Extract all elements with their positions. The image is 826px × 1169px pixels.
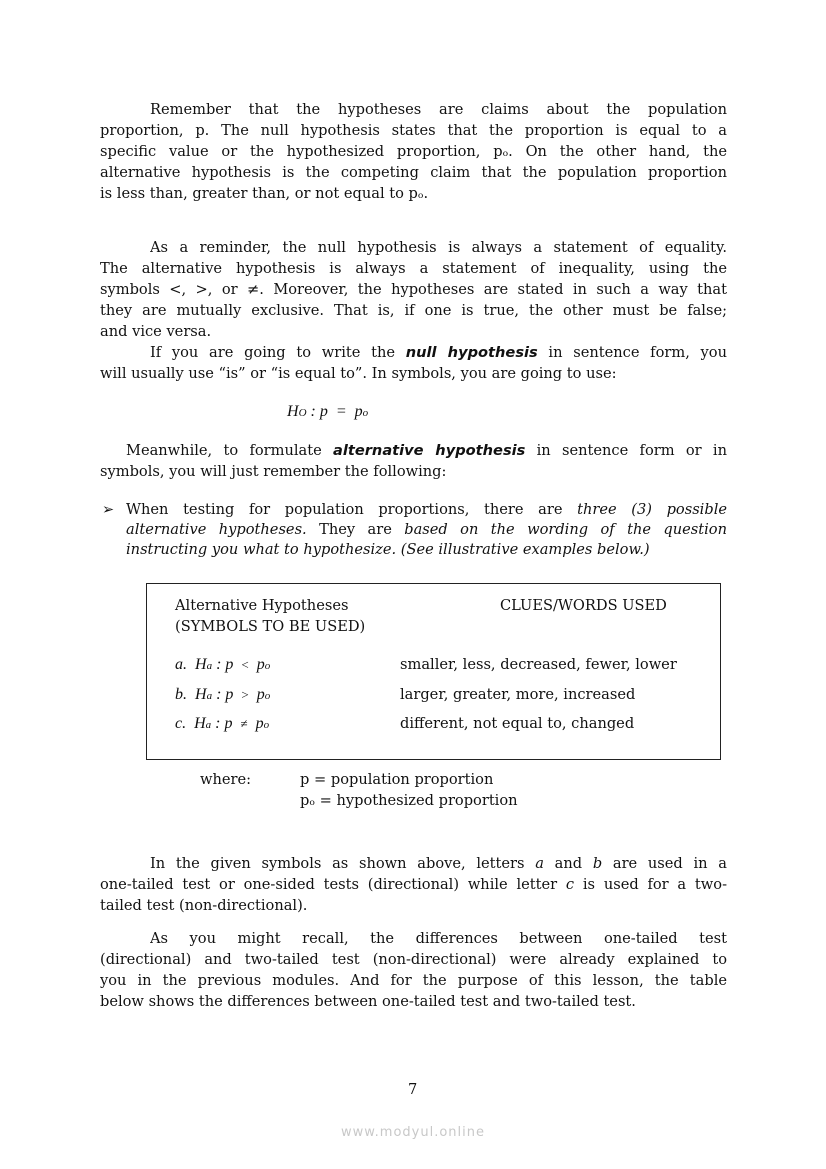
- emphasis-text: null hypothesis: [405, 344, 538, 361]
- italic-text: instructing you what to hypothesize. (See illustrative examples below.): [126, 541, 650, 558]
- text-segment: specific value or the hypothesized proportion, pₒ. On the other hand, the: [100, 143, 727, 160]
- text-line: [126, 520, 727, 540]
- text-line: [150, 929, 727, 949]
- text-line: [100, 950, 727, 970]
- italic-text: based on the wording of the question: [404, 521, 727, 538]
- text-line: [100, 184, 428, 204]
- text-segment: alternative hypothesis is the competing claim that the population proportion: [100, 164, 727, 181]
- text-segment: in sentence form or in: [525, 442, 727, 459]
- formula-sub: O: [298, 407, 307, 419]
- text-segment: will usually use “is” or “is equal to”. In symbols, you are going to use:: [100, 365, 617, 382]
- italic-text: alternative hypotheses.: [126, 521, 307, 538]
- row-clues: larger, greater, more, increased: [400, 685, 636, 703]
- text-segment: As you might recall, the differences between one-tailed test: [150, 930, 727, 947]
- text-line: [100, 142, 727, 162]
- text-line: [100, 875, 727, 895]
- text-segment: (directional) and two-tailed test (non-directional) were already explained to: [100, 951, 727, 968]
- text-segment: In the given symbols as shown above, letters: [150, 855, 536, 872]
- text-segment: is less than, greater than, or not equal to pₒ.: [100, 185, 429, 202]
- text-line: [100, 280, 727, 300]
- italic-text: c: [565, 876, 575, 893]
- text-segment: Remember that the hypotheses are claims about the population: [150, 101, 727, 118]
- text-line: [100, 896, 307, 916]
- text-segment: proportion, p. The null hypothesis states that the proportion is equal to a: [100, 122, 727, 139]
- text-segment: symbols <, >, or ≠. Moreover, the hypotheses are stated in such a way that: [100, 281, 727, 298]
- text-line: [100, 163, 727, 183]
- text-segment: symbols, you will just remember the following:: [100, 463, 447, 480]
- arrow-bullet-icon: ➢: [102, 501, 115, 518]
- text-line: [126, 441, 727, 461]
- alt-hypothesis-formula: c. Ha : p ≠ po: [175, 715, 270, 732]
- text-line: [100, 259, 727, 279]
- text-line: [100, 971, 727, 991]
- text-line: [126, 540, 650, 560]
- text-segment: and vice versa.: [100, 323, 212, 340]
- row-letter: c.: [175, 715, 187, 732]
- row-clues: different, not equal to, changed: [400, 715, 635, 732]
- italic-text: a: [535, 855, 544, 872]
- formula-h: H: [287, 403, 299, 420]
- text-line: [150, 854, 727, 874]
- text-segment: Meanwhile, to formulate: [126, 442, 334, 459]
- formula-sub2: o: [362, 407, 369, 419]
- po-definition: pₒ = hypothesized proportion: [300, 792, 518, 809]
- watermark: www.modyul.online: [340, 1125, 486, 1140]
- text-line: [100, 364, 617, 384]
- row-operator: ≠: [240, 716, 248, 731]
- text-line: [150, 343, 727, 363]
- row-operator: >: [241, 686, 249, 702]
- table-header-left: Alternative Hypotheses: [175, 597, 349, 614]
- text-segment: below shows the differences between one-tailed test and two-tailed test.: [100, 993, 636, 1010]
- text-segment: tailed test (non-directional).: [100, 897, 308, 914]
- text-line: [100, 462, 446, 482]
- formula-rest: : p = p: [310, 403, 363, 420]
- table-header-right: CLUES/WORDS USED: [500, 597, 667, 614]
- text-line: [100, 992, 636, 1012]
- table-header-left-sub: (SYMBOLS TO BE USED): [175, 618, 366, 635]
- text-segment: As a reminder, the null hypothesis is always a statement of equality.: [150, 239, 727, 256]
- where-label: where:: [200, 771, 252, 788]
- text-segment: They are: [306, 521, 405, 538]
- text-line: [100, 322, 211, 342]
- text-segment: one-tailed test or one-sided tests (directional) while letter: [100, 876, 566, 893]
- alt-hypothesis-formula: a. Ha : p < po: [175, 656, 271, 673]
- text-line: [100, 301, 727, 321]
- text-segment: The alternative hypothesis is always a statement of inequality, using the: [100, 260, 727, 277]
- row-letter: a.: [175, 656, 187, 673]
- text-segment: you in the previous modules. And for the purpose of this lesson, the table: [100, 972, 727, 989]
- text-line: [126, 500, 727, 520]
- text-line: [150, 100, 727, 120]
- null-hypothesis-formula: [287, 402, 368, 423]
- row-operator: <: [241, 657, 249, 672]
- italic-text: three (3) possible: [577, 501, 727, 518]
- alt-hypothesis-formula: b. Ha : p > po: [175, 685, 271, 703]
- row-clues: smaller, less, decreased, fewer, lower: [400, 656, 677, 673]
- text-segment: is used for a two-: [574, 876, 727, 893]
- text-segment: they are mutually exclusive. That is, if one is true, the other must be false;: [100, 302, 727, 319]
- emphasis-text: alternative hypothesis: [333, 442, 526, 459]
- text-segment: When testing for population proportions, there are: [126, 501, 578, 518]
- text-segment: If you are going to write the: [150, 344, 406, 361]
- text-segment: are used in a: [602, 855, 727, 872]
- text-segment: and: [543, 855, 593, 872]
- text-segment: in sentence form, you: [537, 344, 727, 361]
- italic-text: b: [592, 855, 603, 872]
- text-line: [150, 238, 727, 258]
- row-letter: b.: [175, 685, 187, 703]
- text-line: [100, 121, 727, 141]
- page-number: 7: [408, 1081, 418, 1098]
- p-definition: p = population proportion: [300, 771, 494, 788]
